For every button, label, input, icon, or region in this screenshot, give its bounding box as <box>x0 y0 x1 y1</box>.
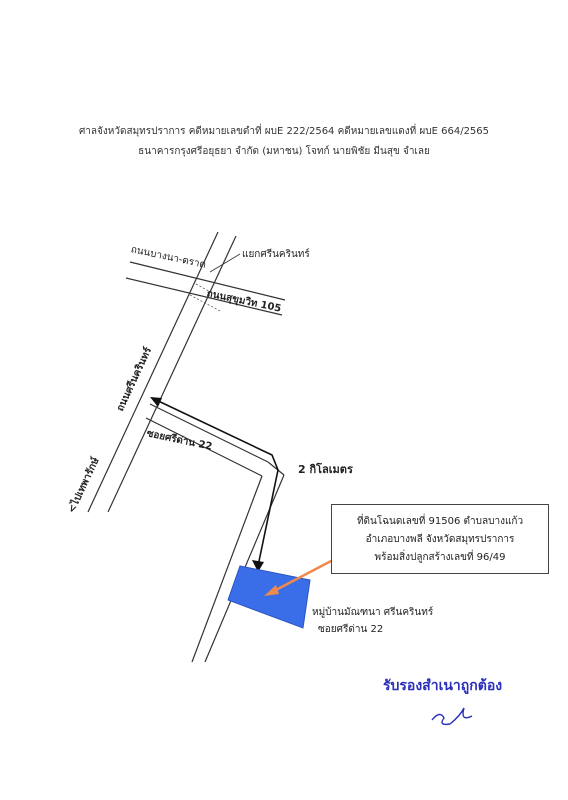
label-distance: 2 กิโลเมตร <box>298 463 353 476</box>
label-to-thepharak: <ไปเทพารักษ์ <box>66 455 102 516</box>
label-srinakarin-road: ถนนศรีนครินทร์ <box>114 345 155 414</box>
signature <box>432 708 472 724</box>
label-bangna-trad: ถนนบางนา-ตราด <box>129 244 207 271</box>
label-sukhumvit-105: ถนนสุขุมวิท 105 <box>205 288 283 315</box>
label-village-soi: ซอยศรีด่าน 22 <box>318 624 384 635</box>
label-srinakarin-junction: แยกศรีนครินทร์ <box>242 249 310 260</box>
land-parcel <box>228 566 310 628</box>
route-arrow <box>152 398 278 566</box>
parcel-info-line3: พร้อมสิ่งปลูกสร้างเลขที่ 96/49 <box>374 552 506 563</box>
parcel-info-line2: อำเภอบางพลี จังหวัดสมุทรปราการ <box>365 534 515 545</box>
document-header-line1: ศาลจังหวัดสมุทรปราการ คดีหมายเลขดำที่ ผบE 222/2564 คดีหมายเลขแดงที่ ผบE 664/2565 <box>78 126 490 137</box>
srinakarin-road <box>88 232 236 512</box>
label-village: หมู่บ้านมัณฑนา ศรีนครินทร์ <box>312 607 434 618</box>
parcel-info-line1: ที่ดินโฉนดเลขที่ 91506 ตำบลบางแก้ว <box>356 516 524 527</box>
certification-stamp: รับรองสำเนาถูกต้อง <box>383 678 503 694</box>
document-header-line2: ธนาคารกรุงศรีอยุธยา จำกัด (มหาชน) โจทก์ นายพิชัย มีนสุข จำเลย <box>138 146 430 157</box>
parcel-info-box <box>331 504 549 574</box>
junction-callout-line <box>210 254 240 272</box>
label-soi-sridan-22: ซอยศรีด่าน 22 <box>145 428 214 453</box>
